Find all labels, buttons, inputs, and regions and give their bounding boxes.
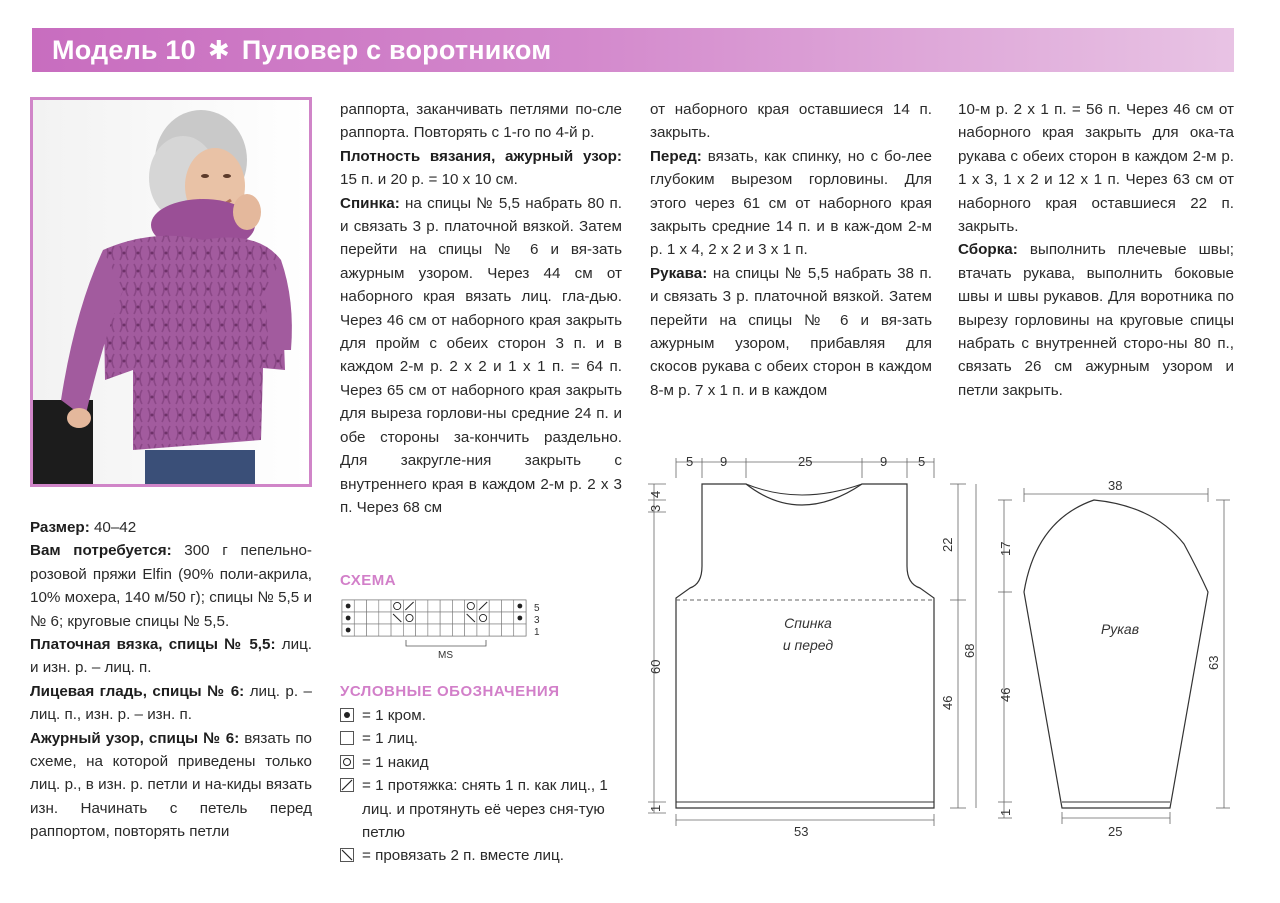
chart-cell	[440, 612, 452, 624]
chart-cell	[428, 600, 440, 612]
size-paragraph	[30, 516, 312, 539]
dim-neck: 25	[798, 454, 813, 469]
legend-text: = 1 лиц.	[362, 730, 419, 748]
text-column-2	[340, 98, 622, 519]
dim-hem: 1	[648, 804, 663, 812]
dim-sleeve-length: 46	[998, 687, 1013, 702]
dim-side: 46	[940, 695, 955, 710]
chart-cell	[367, 624, 379, 636]
materials-paragraph	[30, 539, 312, 633]
sleeve-outline	[1024, 500, 1208, 808]
front-paragraph	[650, 145, 932, 262]
dim-shoulder-left: 5	[686, 454, 694, 469]
chart-cell	[428, 612, 440, 624]
legend-text: = провязать 2 п. вместе лиц.	[362, 847, 564, 865]
chart-row-number: 3	[534, 615, 540, 626]
chart-cell	[354, 612, 366, 624]
chart-cell	[465, 600, 477, 612]
assembly-paragraph	[958, 238, 1234, 402]
legend-item	[340, 704, 630, 727]
assembly-label: Сборка:	[958, 241, 1018, 259]
chart-cell	[379, 600, 391, 612]
chart-cell	[391, 624, 403, 636]
knit-icon	[340, 731, 354, 745]
chart-cell	[501, 624, 513, 636]
dim-sleeve-total: 63	[1206, 655, 1221, 670]
dim-shoulder-right: 5	[918, 454, 926, 469]
chart-row-number: 5	[534, 603, 540, 614]
chart-cell	[391, 600, 403, 612]
legend-text: = 1 кром.	[362, 707, 426, 724]
body-label-line2: и перед	[782, 637, 834, 653]
density-paragraph	[340, 145, 622, 192]
dim-sleeve-top: 38	[1108, 478, 1123, 493]
dim-shoulder-mid-left: 9	[720, 454, 728, 469]
dim-total-length: 68	[962, 643, 977, 658]
chart-cell	[354, 600, 366, 612]
chart-cell	[428, 624, 440, 636]
legend-item	[340, 774, 630, 844]
repeat-label: MS	[438, 650, 453, 661]
k2tog-icon	[340, 848, 354, 862]
stockinette-label: Лицевая гладь, спицы № 6:	[30, 682, 245, 700]
back-continuation: от наборного края оставшиеся 14 п. закрыть.	[650, 101, 932, 142]
edge-stitch-icon	[346, 616, 351, 621]
page-title-bar	[32, 28, 1234, 72]
page-title: Пуловер с воротником	[241, 34, 552, 65]
chart-cell	[379, 612, 391, 624]
back-label: Спинка:	[340, 194, 400, 212]
chart-row-number: 1	[534, 627, 540, 638]
edge-stitch-icon	[517, 604, 522, 609]
size-value: 40–42	[89, 519, 137, 536]
model-number: Модель 10	[52, 34, 196, 65]
chart-cell	[416, 612, 428, 624]
chart-cell	[489, 612, 501, 624]
sweater-illustration	[33, 100, 309, 484]
lace-paragraph	[30, 727, 312, 844]
sleeves-paragraph	[650, 262, 932, 402]
dim-armhole: 22	[940, 537, 955, 552]
stockinette-value: лиц. р. – лиц. п., изн. р. – изн. п.	[30, 682, 312, 724]
sleeve-label: Рукав	[1100, 621, 1140, 637]
chart-cell	[477, 612, 489, 624]
chart-cell	[403, 624, 415, 636]
garter-value: лиц. и изн. р. – лиц. п.	[30, 636, 312, 677]
front-label: Перед:	[650, 147, 702, 165]
sleeves-value: на спицы № 5,5 набрать 38 п. и связать 3 р. платочной вязкой. Затем перейти на спицы № 6 и вя-зать ажурным узором, прибавляя для скосов рукава с обеих сторон в каждом 8-м р. 7 х 1 п. и в каждом	[650, 264, 932, 399]
lace-continuation: раппорта, заканчивать петлями по-сле раппорта. Повторять с 1-го по 4-й р.	[340, 101, 622, 142]
back-paragraph	[340, 192, 622, 520]
chart-cell	[416, 624, 428, 636]
legend-item	[340, 727, 630, 750]
legend-item	[340, 751, 630, 774]
dim-sleeve-cap: 17	[998, 541, 1013, 556]
chart-cell	[379, 624, 391, 636]
chart-cell	[354, 624, 366, 636]
body-pattern-diagram	[640, 448, 980, 848]
density-label: Плотность вязания, ажурный узор:	[340, 147, 622, 165]
dim-neck-depth-front: 3	[648, 504, 663, 512]
back-value: на спицы № 5,5 набрать 80 п. и связать 3 р. платочной вязкой. Затем перейти на спицы № 6 и вя-зать ажурным узором. Через 44 см от наборного края вязать лиц. гла-дью. Через 46 см от наборного края закрыть для пройм с обеих сторон 3 п. и в каждом 2-м р. 2 х 2 и 1 х 1 п. = 64 п. Через 65 см от наборного края закрыть для выреза горлови-ны средние 24 п. и обе стороны за-кончить раздельно. Для закругле-ния закрыть с внутреннего края в каждом 2-м р. 2 х 3 п. Через 68 см	[340, 194, 622, 516]
edge-stitch-icon	[517, 616, 522, 621]
chart-cell	[477, 624, 489, 636]
sleeves-label: Рукава:	[650, 264, 708, 282]
chart-cell	[501, 612, 513, 624]
dim-sleeve-bottom: 25	[1108, 824, 1123, 839]
legend-text: = 1 накид	[362, 753, 429, 771]
materials-value: 300 г пепельно-розовой пряжи Elfin (90% поли-акрила, 10% мохера, 140 м/50 г); спицы № 5,5 и № 6; круговые спицы № 5,5.	[30, 542, 312, 630]
repeat-bracket	[406, 640, 486, 646]
materials-label: Вам потребуется:	[30, 542, 172, 560]
legend-list	[340, 704, 630, 868]
chart-cell	[440, 600, 452, 612]
chart-row-numbers	[534, 603, 540, 638]
edge-stitch-icon	[340, 708, 354, 722]
chart-cell	[367, 612, 379, 624]
density-value: 15 п. и 20 р. = 10 х 10 см.	[340, 171, 518, 189]
star-icon: ✱	[207, 34, 230, 65]
legend-text: = 1 протяжка: снять 1 п. как лиц., 1 лиц. и протянуть её через сня-тую петлю	[362, 777, 608, 842]
chart-cell	[489, 600, 501, 612]
stockinette-paragraph	[30, 680, 312, 727]
chart-grid	[342, 600, 526, 636]
chart-cell	[514, 624, 526, 636]
garter-paragraph	[30, 633, 312, 680]
garter-label: Платочная вязка, спицы № 5,5:	[30, 636, 276, 654]
chart-cell	[416, 600, 428, 612]
model-photo	[30, 97, 312, 487]
edge-stitch-icon	[346, 604, 351, 609]
dim-sleeve-cuff: 1	[998, 808, 1013, 816]
chart-cell	[367, 600, 379, 612]
text-column-1	[30, 516, 312, 844]
size-label: Размер:	[30, 519, 90, 536]
slip-pass-icon	[340, 778, 354, 792]
chart-cell	[501, 600, 513, 612]
lace-value: вязать по схеме, на которой приведены только лиц. р., в изн. р. петли и на-киды вязать изн. Начинать с петель перед раппортом, повторять петли	[30, 729, 312, 841]
text-column-4	[958, 98, 1234, 402]
body-label-line1: Спинка	[784, 615, 832, 631]
legend-item	[340, 844, 630, 867]
chart-cell	[452, 600, 464, 612]
chart-cell	[452, 612, 464, 624]
chart-cell	[489, 624, 501, 636]
dim-neck-depth-back: 4	[648, 490, 663, 498]
sleeve-pattern-diagram	[990, 470, 1230, 850]
chart-cell	[403, 612, 415, 624]
front-value: вязать, как спинку, но с бо-лее глубоким вырезом горловины. Для этого через 61 см от наборного края закрыть средние 14 п. и в каж-дом 2-м р. 1 х 4, 2 х 2 и 3 х 1 п.	[650, 147, 932, 259]
chart-cell	[465, 624, 477, 636]
chart-cell	[440, 624, 452, 636]
edge-stitch-icon	[346, 628, 351, 633]
schema-heading: СХЕМА	[340, 572, 397, 589]
stitch-chart	[338, 596, 558, 664]
text-column-3	[650, 98, 932, 402]
dim-body-height: 60	[648, 659, 663, 674]
sleeves-continuation: 10-м р. 2 х 1 п. = 56 п. Через 46 см от наборного края закрыть для ока-та рукава с обеих сторон в каждом 2-м р. 1 х 3, 1 х 2 и 12 х 1 п. Через 63 см от наборного края оставшиеся 22 п. закрыть.	[958, 101, 1234, 236]
chart-cell	[452, 624, 464, 636]
yarn-over-icon	[340, 755, 354, 769]
dim-shoulder-mid-right: 9	[880, 454, 888, 469]
assembly-value: выполнить плечевые швы; втачать рукава, выполнить боковые швы и швы рукавов. Для воротника по вырезу горловины на круговые спицы набрать с внутренней сторо-ны 80 п., связать 26 см ажурным узором и петли закрыть.	[958, 241, 1234, 399]
lace-label: Ажурный узор, спицы № 6:	[30, 729, 240, 747]
dim-width: 53	[794, 824, 809, 839]
legend-heading: УСЛОВНЫЕ ОБОЗНАЧЕНИЯ	[340, 683, 560, 700]
